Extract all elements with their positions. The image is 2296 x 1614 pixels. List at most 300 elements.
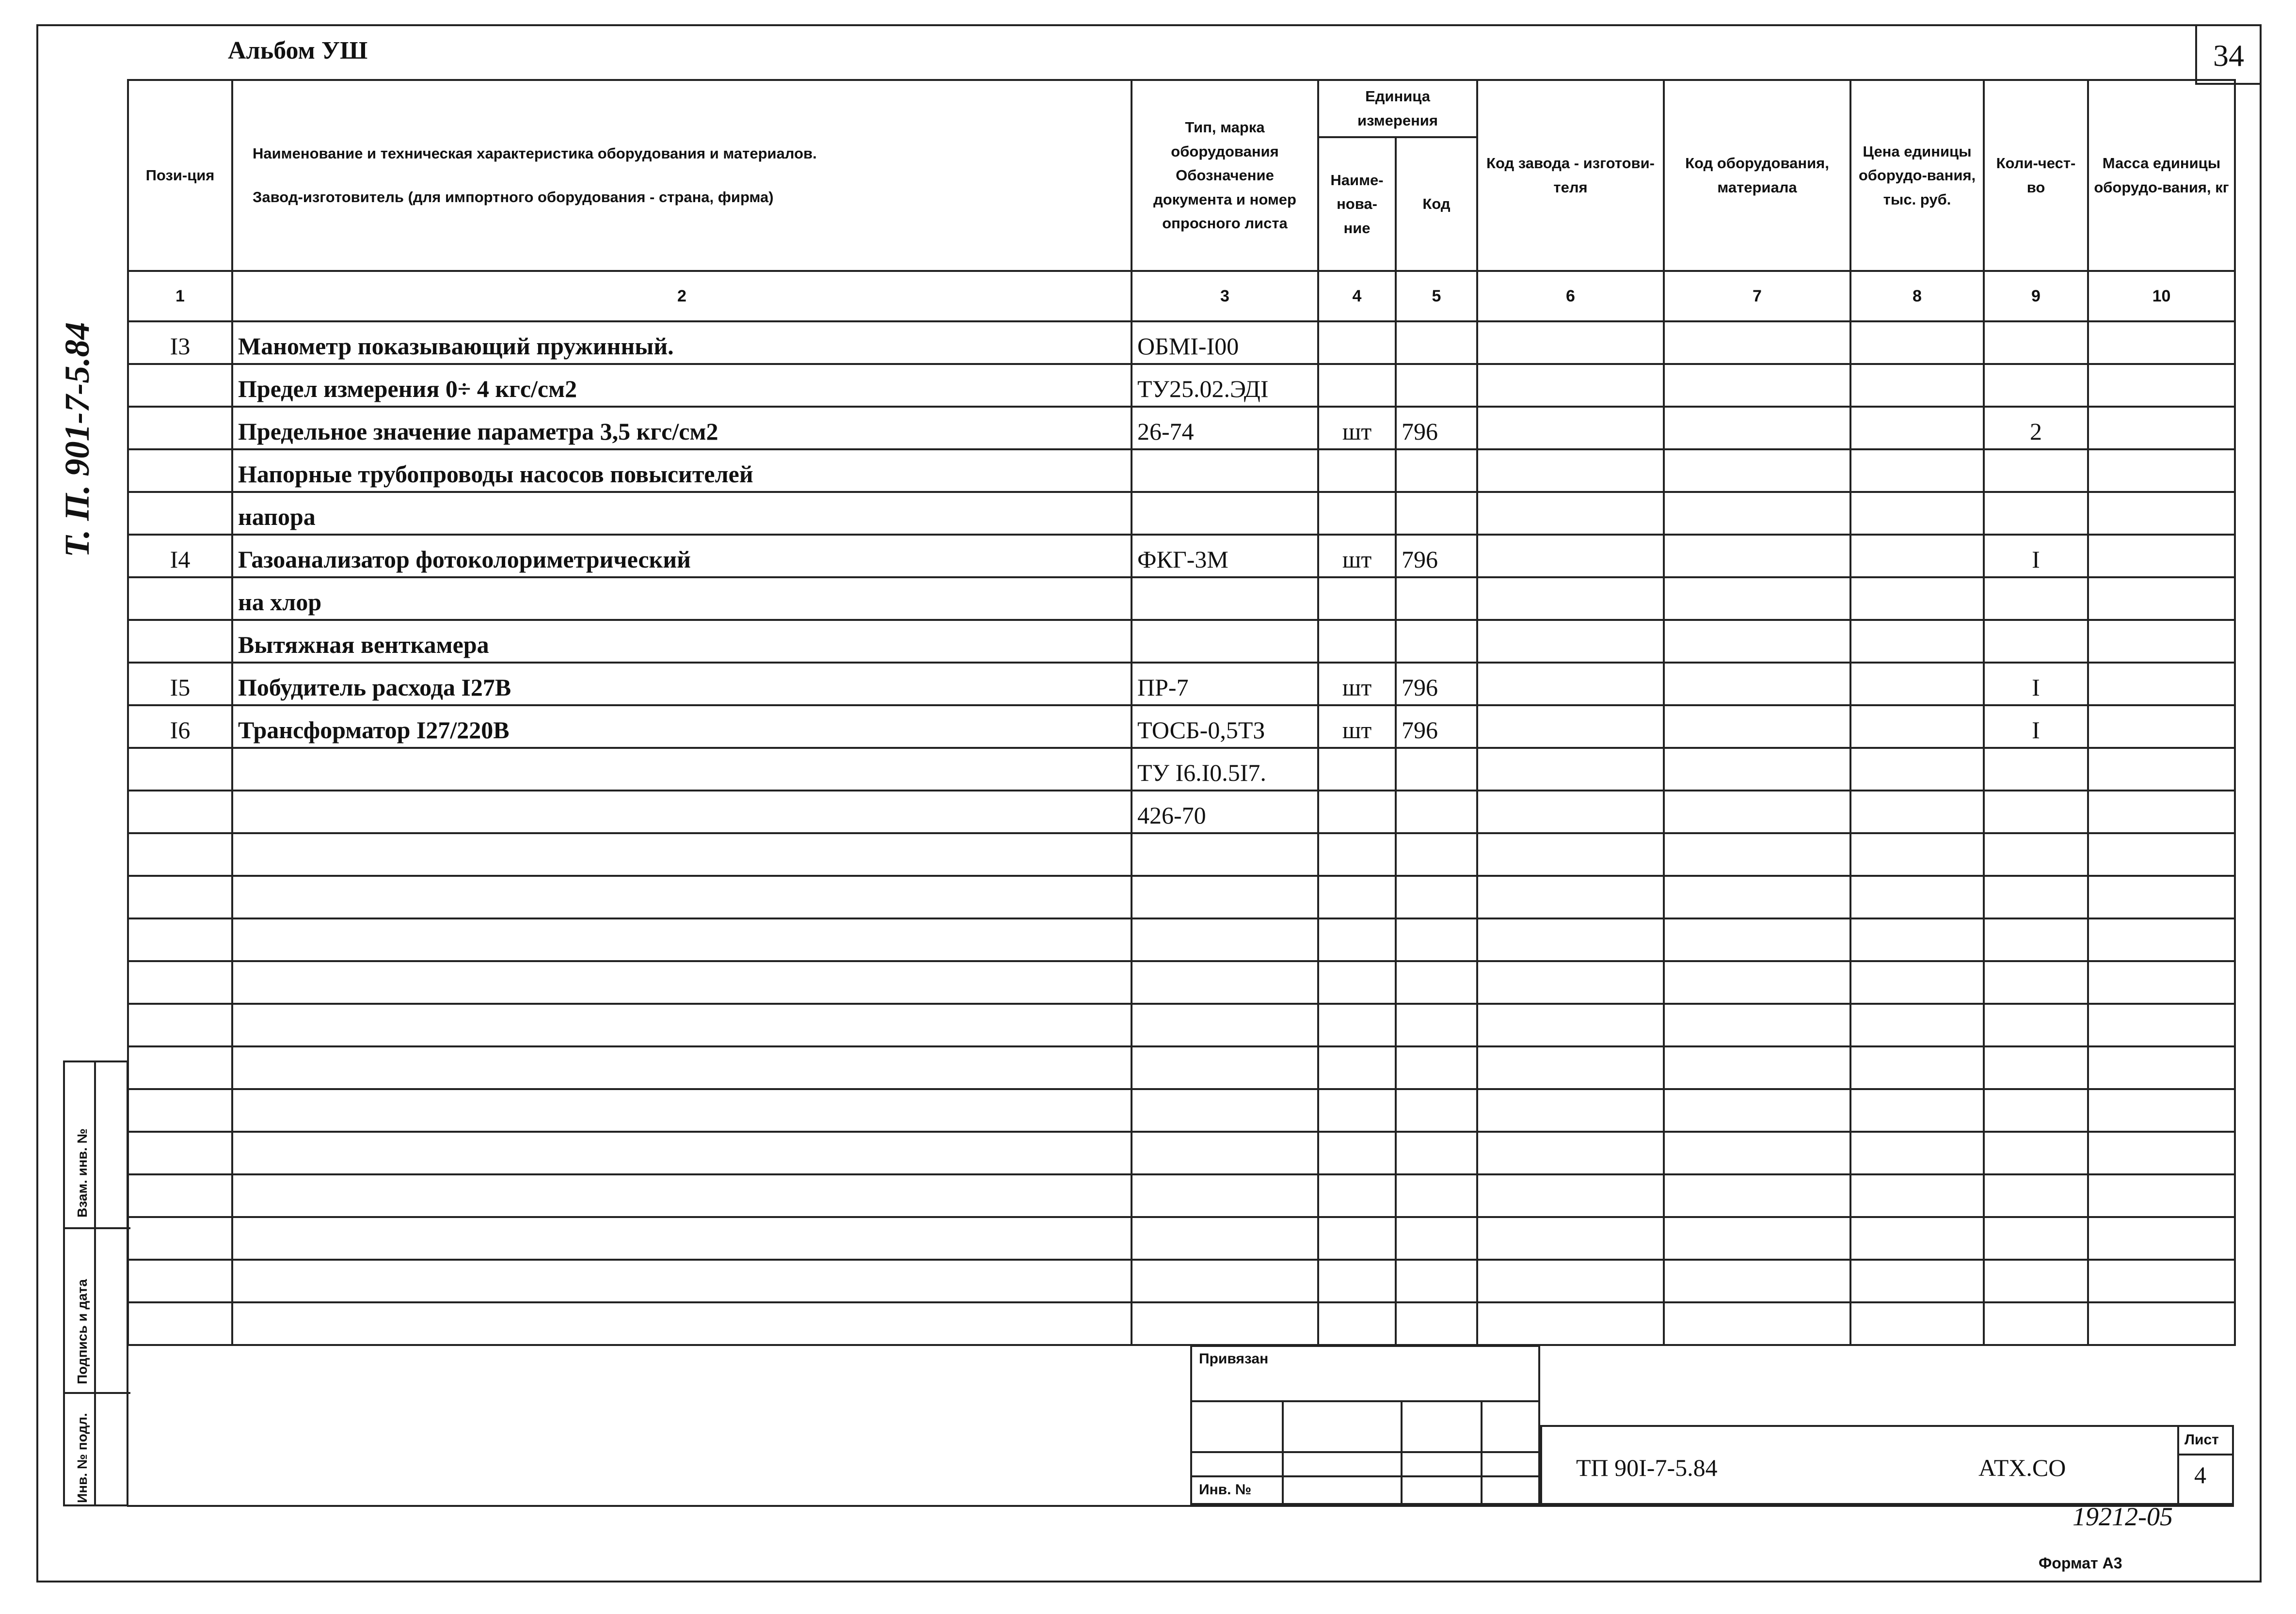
cell-empty: [1850, 407, 1984, 449]
cell-name: Трансформатор I27/220В: [232, 705, 1132, 748]
cell-unit: [1318, 1046, 1396, 1089]
cell-type: ФКГ-3М: [1132, 535, 1318, 577]
cell-empty: [2088, 1174, 2235, 1217]
cell-pos: I5: [128, 663, 232, 705]
cell-name: [232, 961, 1132, 1004]
cell-qty: [1984, 918, 2088, 961]
cell-empty: [2088, 1217, 2235, 1260]
cell-empty: [1850, 620, 1984, 663]
cell-qty: [1984, 321, 2088, 364]
cell-empty: [1850, 918, 1984, 961]
cell-pos: [128, 1302, 232, 1345]
cell-name: Предельное значение параметра 3,5 кгс/см2: [232, 407, 1132, 449]
cell-qty: I: [1984, 705, 2088, 748]
cell-pos: [128, 1046, 232, 1089]
cell-name: [232, 1046, 1132, 1089]
column-number: 3: [1132, 271, 1318, 321]
cell-unit: [1318, 620, 1396, 663]
cell-code: [1396, 791, 1477, 833]
cell-empty: [2088, 577, 2235, 620]
cell-pos: [128, 449, 232, 492]
document-code: АТХ.СО: [1978, 1454, 2066, 1481]
sheet-divider: [2177, 1454, 2232, 1456]
table-row: [128, 1217, 2235, 1260]
table-row: [128, 492, 2235, 535]
cell-pos: [128, 1132, 232, 1174]
header-unit: Единица измерения: [1318, 80, 1477, 137]
cell-name: Манометр показывающий пружинный.: [232, 321, 1132, 364]
cell-empty: [1850, 1046, 1984, 1089]
side-approval-strip: [63, 1060, 128, 1506]
cell-empty: [1664, 1174, 1850, 1217]
cell-empty: [2088, 1132, 2235, 1174]
cell-type: [1132, 833, 1318, 876]
cell-qty: I: [1984, 663, 2088, 705]
header-name-line2: Завод-изготовитель (для импортного оборудования - страна, фирма): [253, 189, 774, 206]
cell-empty: [1477, 705, 1664, 748]
cell-empty: [1850, 663, 1984, 705]
cell-empty: [1477, 1089, 1664, 1132]
cell-unit: [1318, 1004, 1396, 1046]
stamp-privyazan: Привязан: [1199, 1351, 1269, 1367]
cell-empty: [1477, 918, 1664, 961]
table-row: [128, 1089, 2235, 1132]
cell-pos: [128, 407, 232, 449]
cell-empty: [1664, 876, 1850, 918]
cell-unit: [1318, 748, 1396, 791]
cell-empty: [2088, 1260, 2235, 1302]
cell-empty: [1664, 449, 1850, 492]
stamp-line: [1282, 1400, 1284, 1503]
cell-qty: [1984, 833, 2088, 876]
cell-pos: I4: [128, 535, 232, 577]
cell-empty: [1477, 577, 1664, 620]
cell-name: Предел измерения 0÷ 4 кгс/см2: [232, 364, 1132, 407]
cell-empty: [2088, 663, 2235, 705]
cell-qty: [1984, 1302, 2088, 1345]
cell-empty: [1477, 407, 1664, 449]
cell-type: [1132, 1046, 1318, 1089]
cell-empty: [1477, 1004, 1664, 1046]
cell-code: 796: [1396, 407, 1477, 449]
cell-name: Напорные трубопроводы насосов повысителей: [232, 449, 1132, 492]
cell-empty: [1477, 663, 1664, 705]
cell-empty: [1477, 961, 1664, 1004]
table-row: [128, 663, 2235, 705]
cell-name: [232, 876, 1132, 918]
header-mass: Масса единицы оборудо-вания, кг: [2088, 80, 2235, 271]
cell-pos: I3: [128, 321, 232, 364]
cell-empty: [1477, 1217, 1664, 1260]
table-row: [128, 1260, 2235, 1302]
table-row: [128, 791, 2235, 833]
cell-empty: [1477, 1046, 1664, 1089]
title-block: [1540, 1425, 2234, 1505]
cell-qty: [1984, 364, 2088, 407]
cell-type: [1132, 1089, 1318, 1132]
cell-empty: [1477, 449, 1664, 492]
stamp-line: [1401, 1400, 1403, 1503]
cell-name: [232, 1089, 1132, 1132]
cell-pos: [128, 1089, 232, 1132]
cell-empty: [2088, 535, 2235, 577]
cell-type: ПР-7: [1132, 663, 1318, 705]
cell-type: [1132, 1260, 1318, 1302]
column-number: 2: [232, 271, 1132, 321]
cell-name: на хлор: [232, 577, 1132, 620]
cell-unit: [1318, 918, 1396, 961]
cell-empty: [2088, 620, 2235, 663]
cell-name: [232, 1174, 1132, 1217]
cell-empty: [1477, 492, 1664, 535]
cell-empty: [1477, 620, 1664, 663]
cell-type: [1132, 1132, 1318, 1174]
side-label-inv: Инв. № подл.: [75, 1413, 90, 1503]
cell-unit: шт: [1318, 705, 1396, 748]
cell-pos: [128, 1004, 232, 1046]
cell-qty: [1984, 961, 2088, 1004]
cell-qty: [1984, 1046, 2088, 1089]
cell-name: [232, 1004, 1132, 1046]
cell-unit: [1318, 1132, 1396, 1174]
cell-code: [1396, 918, 1477, 961]
table-row: [128, 1132, 2235, 1174]
side-cell-vzam: [65, 1062, 130, 1227]
cell-empty: [1850, 321, 1984, 364]
table-row: [128, 918, 2235, 961]
side-divider: [94, 1062, 96, 1504]
cell-empty: [1664, 364, 1850, 407]
table-row: [128, 449, 2235, 492]
cell-empty: [1664, 791, 1850, 833]
cell-empty: [1850, 535, 1984, 577]
cell-empty: [1477, 321, 1664, 364]
cell-qty: [1984, 577, 2088, 620]
cell-empty: [1477, 1260, 1664, 1302]
cell-empty: [1850, 961, 1984, 1004]
header-quantity: Коли-чест-во: [1984, 80, 2088, 271]
cell-unit: [1318, 321, 1396, 364]
cell-unit: [1318, 791, 1396, 833]
table-row: [128, 535, 2235, 577]
cell-empty: [1477, 833, 1664, 876]
cell-empty: [1477, 1302, 1664, 1345]
header-price: Цена единицы оборудо-вания, тыс. руб.: [1850, 80, 1984, 271]
cell-qty: [1984, 876, 2088, 918]
cell-empty: [1664, 1132, 1850, 1174]
column-number: 6: [1477, 271, 1664, 321]
cell-type: [1132, 918, 1318, 961]
cell-empty: [1850, 1132, 1984, 1174]
sheet-number: 4: [2194, 1461, 2206, 1488]
cell-unit: шт: [1318, 535, 1396, 577]
column-number: 8: [1850, 271, 1984, 321]
table-row: [128, 577, 2235, 620]
stamp-line: [1192, 1451, 1538, 1453]
cell-pos: [128, 1174, 232, 1217]
cell-empty: [1850, 492, 1984, 535]
cell-empty: [1477, 791, 1664, 833]
cell-code: [1396, 620, 1477, 663]
cell-empty: [1850, 1217, 1984, 1260]
cell-qty: [1984, 1089, 2088, 1132]
table-row: [128, 1174, 2235, 1217]
cell-code: [1396, 1132, 1477, 1174]
cell-empty: [2088, 407, 2235, 449]
cell-qty: [1984, 620, 2088, 663]
cell-pos: [128, 791, 232, 833]
cell-empty: [1664, 705, 1850, 748]
project-code: ТП 90I-7-5.84: [1576, 1454, 1718, 1481]
cell-type: [1132, 1174, 1318, 1217]
cell-type: ТОСБ-0,5ТЗ: [1132, 705, 1318, 748]
cell-empty: [1664, 535, 1850, 577]
cell-code: [1396, 961, 1477, 1004]
header-equipment-code: Код оборудования, материала: [1664, 80, 1850, 271]
cell-qty: [1984, 492, 2088, 535]
cell-qty: [1984, 1004, 2088, 1046]
cell-empty: [1664, 407, 1850, 449]
stamp-line: [1192, 1400, 1538, 1402]
cell-empty: [1850, 1260, 1984, 1302]
cell-empty: [2088, 961, 2235, 1004]
cell-empty: [2088, 321, 2235, 364]
cell-code: [1396, 492, 1477, 535]
cell-empty: [2088, 1004, 2235, 1046]
header-position: Пози-ция: [128, 80, 232, 271]
table-row: [128, 1004, 2235, 1046]
cell-empty: [1850, 1174, 1984, 1217]
cell-empty: [1850, 833, 1984, 876]
table-row: [128, 876, 2235, 918]
cell-pos: [128, 1260, 232, 1302]
cell-type: [1132, 1004, 1318, 1046]
cell-type: [1132, 876, 1318, 918]
cell-unit: [1318, 1302, 1396, 1345]
cell-qty: [1984, 1217, 2088, 1260]
handwritten-number: 19212-05: [2073, 1502, 2173, 1531]
cell-name: [232, 1132, 1132, 1174]
cell-pos: I6: [128, 705, 232, 748]
cell-name: [232, 833, 1132, 876]
cell-empty: [2088, 833, 2235, 876]
cell-qty: [1984, 449, 2088, 492]
cell-empty: [1664, 1217, 1850, 1260]
cell-empty: [1477, 364, 1664, 407]
cell-empty: [1664, 1260, 1850, 1302]
cell-code: [1396, 1260, 1477, 1302]
cell-empty: [1850, 791, 1984, 833]
column-number: 1: [128, 271, 232, 321]
cell-empty: [1477, 876, 1664, 918]
cell-empty: [1664, 577, 1850, 620]
header-unit-code: Код: [1396, 137, 1477, 271]
column-number: 7: [1664, 271, 1850, 321]
cell-name: [232, 1302, 1132, 1345]
cell-empty: [1477, 535, 1664, 577]
cell-empty: [1664, 1004, 1850, 1046]
column-number: 4: [1318, 271, 1396, 321]
header-name: [232, 80, 1132, 271]
cell-empty: [1664, 321, 1850, 364]
cell-empty: [2088, 492, 2235, 535]
cell-empty: [1664, 620, 1850, 663]
binding-stamp: [1190, 1345, 1540, 1505]
cell-code: [1396, 1089, 1477, 1132]
header-type: Тип, марка оборудования Обозначение документа и номер опросного листа: [1132, 80, 1318, 271]
cell-empty: [1850, 1302, 1984, 1345]
cell-name: [232, 748, 1132, 791]
cell-type: [1132, 1302, 1318, 1345]
cell-type: [1132, 961, 1318, 1004]
cell-empty: [1477, 1132, 1664, 1174]
cell-pos: [128, 620, 232, 663]
cell-empty: [1664, 1089, 1850, 1132]
cell-empty: [1477, 1174, 1664, 1217]
cell-empty: [2088, 1089, 2235, 1132]
cell-code: [1396, 1217, 1477, 1260]
cell-type: [1132, 492, 1318, 535]
cell-unit: [1318, 833, 1396, 876]
cell-empty: [2088, 705, 2235, 748]
stamp-line: [1481, 1400, 1483, 1503]
cell-unit: [1318, 876, 1396, 918]
cell-code: [1396, 1046, 1477, 1089]
cell-type: [1132, 449, 1318, 492]
cell-code: [1396, 833, 1477, 876]
cell-code: [1396, 748, 1477, 791]
cell-code: [1396, 876, 1477, 918]
table-row: [128, 833, 2235, 876]
cell-unit: [1318, 577, 1396, 620]
cell-code: [1396, 1174, 1477, 1217]
cell-pos: [128, 961, 232, 1004]
cell-empty: [1850, 1004, 1984, 1046]
cell-empty: [2088, 364, 2235, 407]
cell-type: 426-70: [1132, 791, 1318, 833]
cell-empty: [2088, 748, 2235, 791]
side-label-podpis: Подпись и дата: [75, 1279, 90, 1384]
cell-qty: [1984, 748, 2088, 791]
cell-name: [232, 1260, 1132, 1302]
stamp-line: [1192, 1475, 1538, 1477]
cell-code: [1396, 1004, 1477, 1046]
cell-unit: [1318, 364, 1396, 407]
cell-empty: [2088, 449, 2235, 492]
cell-empty: [2088, 791, 2235, 833]
cell-unit: [1318, 1089, 1396, 1132]
table-row: [128, 1302, 2235, 1345]
cell-qty: [1984, 1260, 2088, 1302]
cell-name: Газоанализатор фотоколориметрический: [232, 535, 1132, 577]
cell-empty: [1664, 663, 1850, 705]
cell-type: 26-74: [1132, 407, 1318, 449]
cell-empty: [2088, 1046, 2235, 1089]
cell-qty: [1984, 1174, 2088, 1217]
table-row: [128, 748, 2235, 791]
cell-empty: [1664, 1302, 1850, 1345]
cell-unit: шт: [1318, 407, 1396, 449]
header-plant-code: Код завода - изготови-теля: [1477, 80, 1664, 271]
cell-code: 796: [1396, 535, 1477, 577]
cell-unit: [1318, 449, 1396, 492]
cell-pos: [128, 748, 232, 791]
cell-empty: [1477, 748, 1664, 791]
cell-code: 796: [1396, 663, 1477, 705]
column-number: 5: [1396, 271, 1477, 321]
cell-code: [1396, 364, 1477, 407]
cell-empty: [1850, 1089, 1984, 1132]
cell-empty: [1664, 833, 1850, 876]
cell-name: [232, 791, 1132, 833]
table-row: [128, 407, 2235, 449]
cell-pos: [128, 492, 232, 535]
sheet-divider: [2177, 1427, 2179, 1503]
header-unit-name: Наиме-нова-ние: [1318, 137, 1396, 271]
cell-name: [232, 1217, 1132, 1260]
column-number: 9: [1984, 271, 2088, 321]
cell-code: [1396, 321, 1477, 364]
table-row: [128, 364, 2235, 407]
cell-empty: [2088, 876, 2235, 918]
table-row: [128, 705, 2235, 748]
cell-pos: [128, 1217, 232, 1260]
cell-type: [1132, 620, 1318, 663]
table-row: [128, 961, 2235, 1004]
side-cell-inv: [65, 1392, 130, 1508]
cell-type: [1132, 1217, 1318, 1260]
cell-pos: [128, 876, 232, 918]
cell-qty: [1984, 791, 2088, 833]
table-row: [128, 620, 2235, 663]
cell-code: [1396, 577, 1477, 620]
table-row: [128, 321, 2235, 364]
cell-empty: [2088, 918, 2235, 961]
cell-unit: шт: [1318, 663, 1396, 705]
sheet-corner-number: 34: [2213, 38, 2244, 73]
equipment-table: [127, 79, 2236, 1346]
cell-type: ОБМI-I00: [1132, 321, 1318, 364]
cell-empty: [1850, 748, 1984, 791]
cell-pos: [128, 833, 232, 876]
cell-empty: [1850, 364, 1984, 407]
cell-qty: [1984, 1132, 2088, 1174]
cell-empty: [1850, 577, 1984, 620]
format-label: Формат А3: [2039, 1554, 2122, 1572]
header-name-line1: Наименование и техническая характеристика оборудования и материалов.: [253, 145, 817, 162]
cell-type: ТУ25.02.ЭДI: [1132, 364, 1318, 407]
cell-empty: [1664, 748, 1850, 791]
side-label-vzam: Взам. инв. №: [75, 1128, 90, 1218]
cell-name: напора: [232, 492, 1132, 535]
cell-code: [1396, 1302, 1477, 1345]
side-stamp: Т. П. 901-7-5.84: [58, 322, 96, 557]
cell-empty: [1850, 449, 1984, 492]
column-number: 10: [2088, 271, 2235, 321]
stamp-inv-no: Инв. №: [1199, 1482, 1252, 1498]
cell-name: Побудитель расхода I27В: [232, 663, 1132, 705]
cell-empty: [1664, 492, 1850, 535]
cell-unit: [1318, 1217, 1396, 1260]
cell-empty: [1664, 1046, 1850, 1089]
cell-pos: [128, 364, 232, 407]
cell-qty: I: [1984, 535, 2088, 577]
cell-empty: [2088, 1302, 2235, 1345]
cell-empty: [1664, 961, 1850, 1004]
cell-pos: [128, 918, 232, 961]
cell-empty: [1850, 876, 1984, 918]
cell-name: Вытяжная венткамера: [232, 620, 1132, 663]
